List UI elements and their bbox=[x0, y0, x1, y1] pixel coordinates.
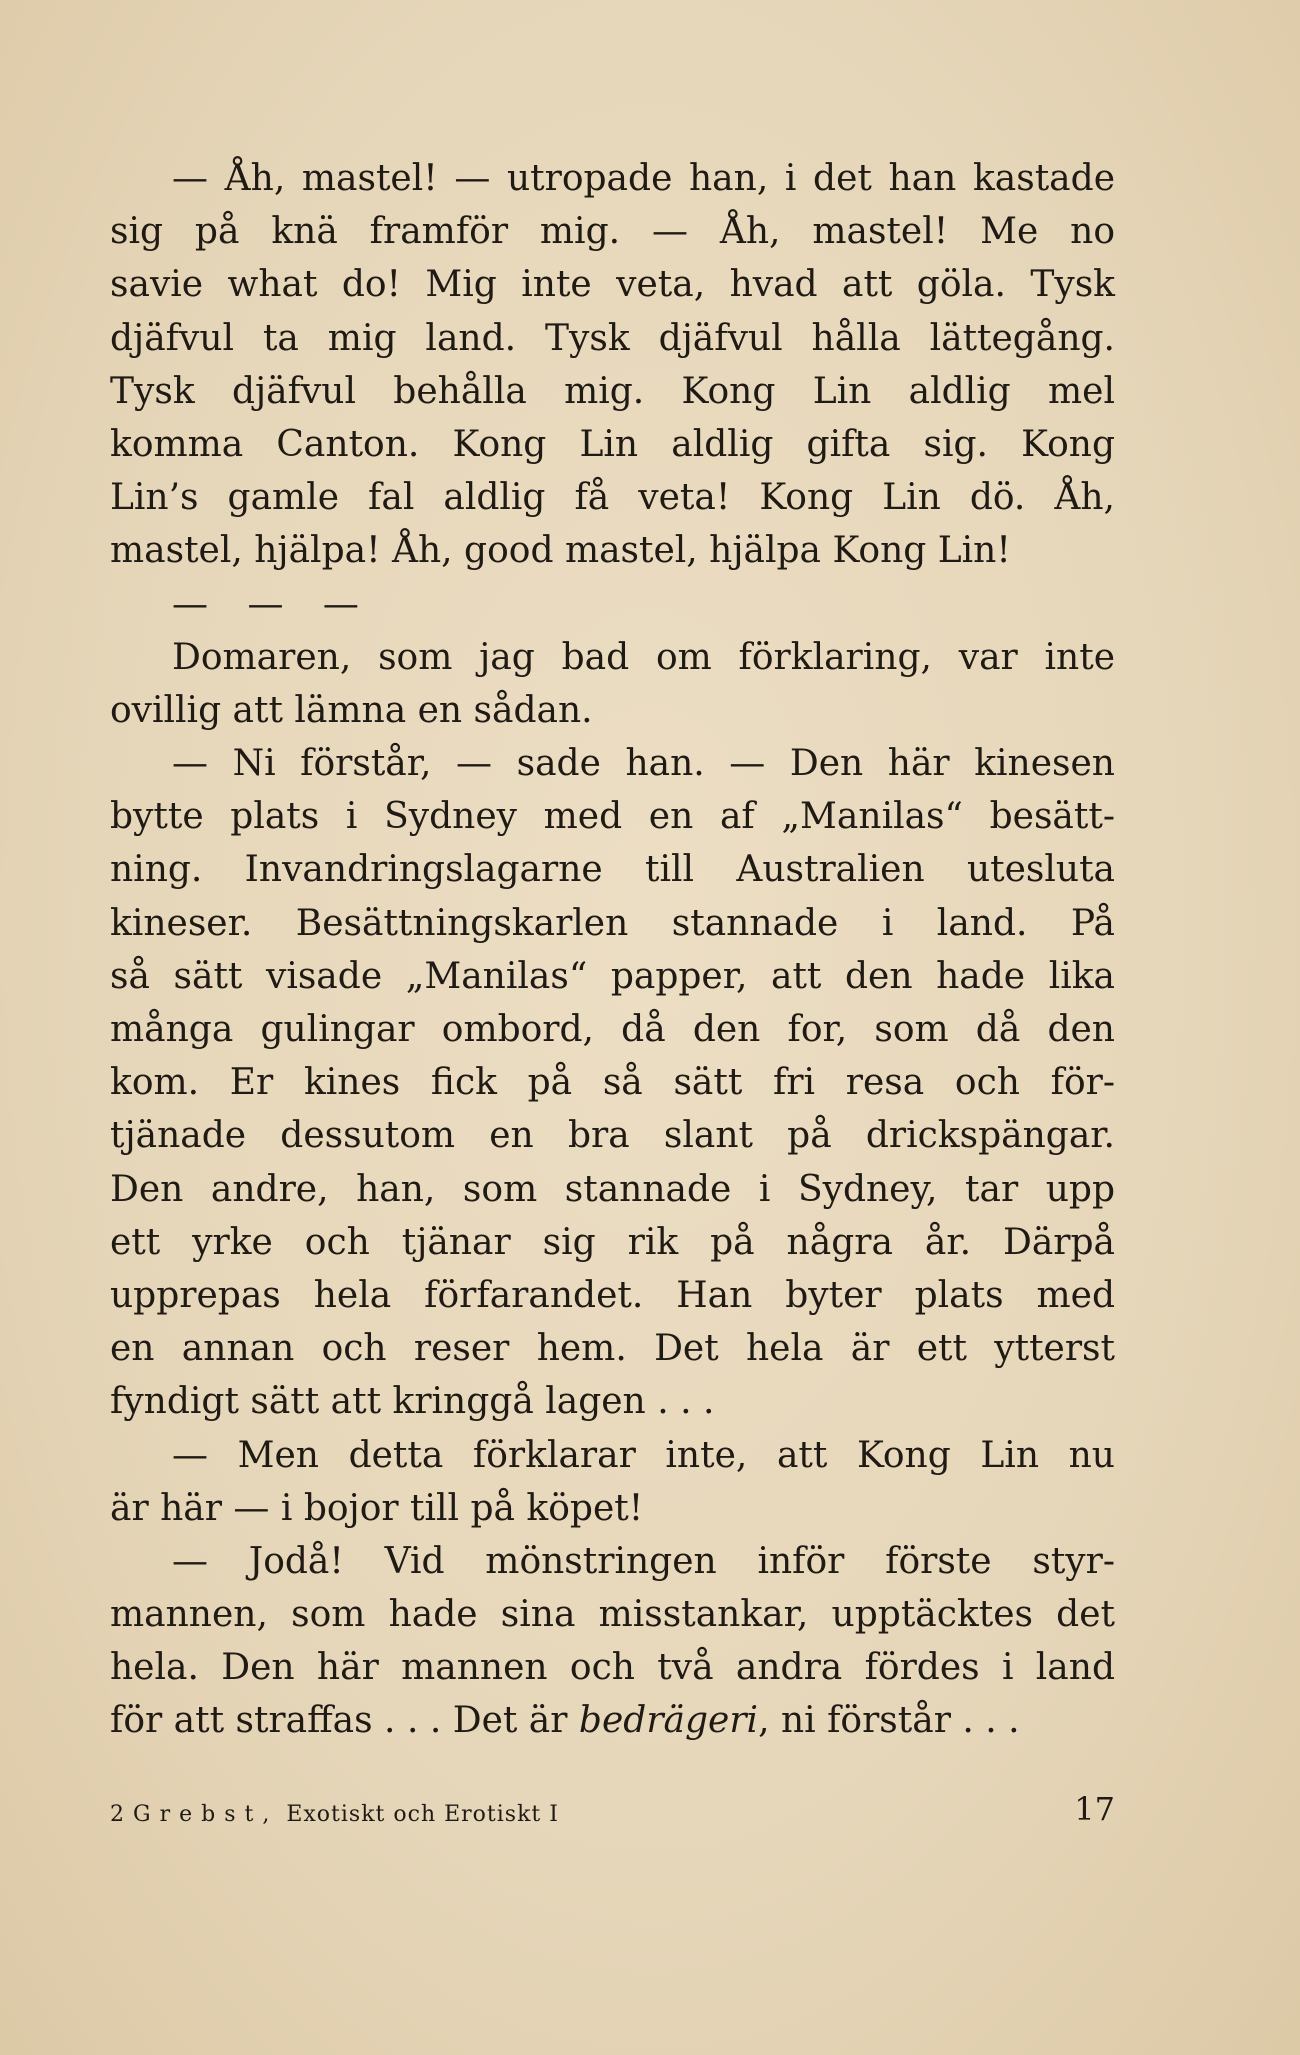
text-line: Domaren, som jag bad om förklaring, var inte bbox=[172, 636, 1115, 678]
text-line: komma Canton. Kong Lin aldlig gifta sig. Kong bbox=[110, 423, 1115, 465]
text-line: upprepas hela förfarandet. Han byter plats med bbox=[110, 1274, 1115, 1316]
text-line: kom. Er kines fick på så sätt fri resa och för- bbox=[110, 1062, 1115, 1104]
text-line: — Ni förstår, — sade han. — Den här kinesen bbox=[172, 743, 1115, 785]
printer-signature bbox=[110, 1802, 559, 1827]
page-body-text bbox=[110, 152, 1115, 1748]
text-line: hela. Den här mannen och två andra fördes i land bbox=[110, 1647, 1115, 1689]
text-line: en annan och reser hem. Det hela är ett ytterst bbox=[110, 1328, 1115, 1370]
text-line: — Men detta förklarar inte, att Kong Lin nu bbox=[172, 1434, 1115, 1476]
signature-title: Exotiskt och Erotiskt I bbox=[286, 1802, 559, 1827]
text-line: sig på knä framför mig. — Åh, mastel! Me no bbox=[110, 211, 1115, 253]
text-line: bytte plats i Sydney med en af „Manilas“ besätt- bbox=[110, 796, 1115, 838]
signature-author: Grebst, bbox=[133, 1802, 279, 1827]
section-separator: — — — bbox=[172, 583, 373, 625]
text-line: Den andre, han, som stannade i Sydney, tar upp bbox=[110, 1168, 1115, 1210]
text-line: är här — i bojor till på köpet! bbox=[110, 1487, 644, 1529]
text-line: savie what do! Mig inte veta, hvad att göla. Tysk bbox=[110, 264, 1115, 306]
text-line: många gulingar ombord, då den for, som då den bbox=[110, 1009, 1115, 1050]
page-number: 17 bbox=[1074, 1790, 1115, 1828]
text-line: djäfvul ta mig land. Tysk djäfvul hålla lättegång. bbox=[110, 317, 1115, 359]
text-line: ning. Invandringslagarne till Australien utesluta bbox=[110, 849, 1115, 891]
text-line: — Jodå! Vid mönstringen inför förste styr- bbox=[172, 1540, 1115, 1582]
text-line: — Åh, mastel! — utropade han, i det han kastade bbox=[172, 158, 1115, 199]
final-line-end: , ni förstår . . . bbox=[758, 1700, 1020, 1742]
text-line: ovillig att lämna en sådan. bbox=[110, 689, 593, 731]
text-line: kineser. Besättningskarlen stannade i land. På bbox=[110, 902, 1115, 944]
text-line-final bbox=[110, 1694, 1115, 1747]
final-line-start: för att straffas . . . Det är bbox=[110, 1700, 579, 1742]
final-line-emphasis: bedrägeri bbox=[578, 1700, 759, 1742]
signature-number: 2 bbox=[110, 1802, 125, 1827]
page-footer bbox=[110, 1790, 1115, 1830]
text-line: Tysk djäfvul behålla mig. Kong Lin aldlig mel bbox=[110, 370, 1115, 412]
text-line: ett yrke och tjänar sig rik på några år. Därpå bbox=[110, 1221, 1115, 1263]
text-line: så sätt visade „Manilas“ papper, att den hade lika bbox=[110, 955, 1115, 997]
text-line: fyndigt sätt att kringgå lagen . . . bbox=[110, 1381, 715, 1423]
text-line: Lin’s gamle fal aldlig få veta! Kong Lin dö. Åh, bbox=[110, 477, 1115, 519]
text-line: mastel, hjälpa! Åh, good mastel, hjälpa Kong Lin! bbox=[110, 530, 1011, 572]
text-line: tjänade dessutom en bra slant på drickspängar. bbox=[110, 1115, 1115, 1157]
text-line: mannen, som hade sina misstankar, upptäcktes det bbox=[110, 1594, 1115, 1636]
